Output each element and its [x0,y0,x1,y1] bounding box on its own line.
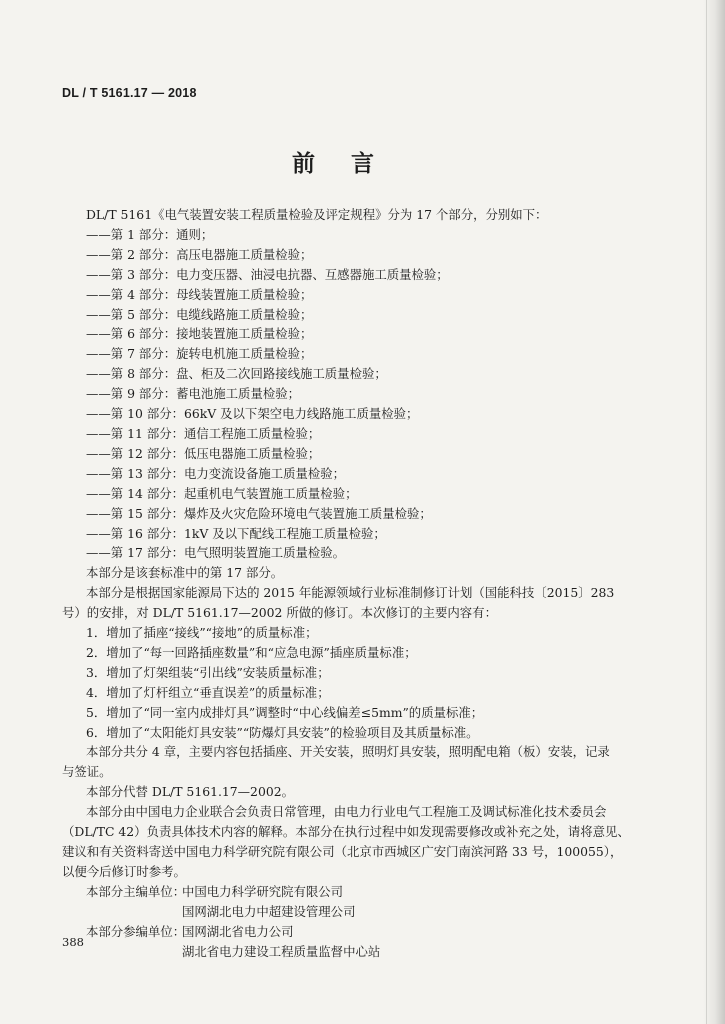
management-paragraph-line-4: 以便今后修订时参考。 [62,863,186,879]
page-edge-line [706,0,707,1024]
part-item: ——第 2 部分：高压电器施工质量检验； [86,246,313,262]
chapters-paragraph-line-2: 与签证。 [62,764,112,780]
participating-units-row [62,922,642,942]
management-paragraph-line-1: 本部分由中国电力企业联合会负责日常管理，由电力行业电气工程施工及调试标准化技术委员会 [86,804,607,820]
part-item: ——第 6 部分：接地装置施工质量检验； [86,326,313,342]
part-item: ——第 17 部分：电气照明装置施工质量检验。 [86,545,346,561]
part-item: ——第 1 部分：通则； [86,226,214,242]
revision-item: 6．增加了“太阳能灯具安装”“防爆灯具安装”的检验项目及其质量标准。 [86,724,479,740]
chief-unit-name: 中国电力科学研究院有限公司 [182,883,344,899]
page-number: 388 [62,935,84,949]
revision-item: 5．增加了“同一室内成排灯具”调整时“中心线偏差≤5mm”的质量标准； [86,704,484,720]
chief-units-label: 本部分主编单位： [86,883,186,899]
revision-item: 4．增加了灯杆组立“垂直误差”的质量标准； [86,684,330,700]
body-text [62,205,642,961]
part-item: ——第 4 部分：母线装置施工质量检验； [86,286,313,302]
participating-unit-name: 湖北省电力建设工程质量监督中心站 [182,943,381,959]
participating-units-label: 本部分参编单位： [86,923,186,939]
part-item: ——第 16 部分：1kV 及以下配线工程施工质量检验； [86,525,386,541]
basis-paragraph-line-1: 本部分是根据国家能源局下达的 2015 年能源领域行业标准制修订计划（国能科技〔2015〕283 [86,585,615,601]
part-item: ——第 10 部分：66kV 及以下架空电力线路施工质量检验； [86,406,419,422]
parts-list [62,225,642,563]
part-item: ——第 9 部分：蓄电池施工质量检验； [86,386,301,402]
part-item: ——第 13 部分：电力变流设备施工质量检验； [86,465,346,481]
revision-item: 2．增加了“每一回路插座数量”和“应急电源”插座质量标准； [86,644,417,660]
intro-paragraph: DL/T 5161《电气装置安装工程质量检验及评定规程》分为 17 个部分，分别如下： [86,207,548,222]
part-item: ——第 11 部分：通信工程施工质量检验； [86,425,321,441]
part-item: ——第 12 部分：低压电器施工质量检验； [86,445,321,461]
chapters-paragraph-line-1: 本部分共分 4 章，主要内容包括插座、开关安装，照明灯具安装，照明配电箱（板）安装，记录 [86,744,610,760]
participating-unit-name: 国网湖北省电力公司 [182,923,294,939]
chief-unit-name: 国网湖北电力中超建设管理公司 [182,903,356,919]
part-item: ——第 8 部分：盘、柜及二次回路接线施工质量检验； [86,366,387,382]
part-item: ——第 7 部分：旋转电机施工质量检验； [86,346,313,362]
revision-item: 1．增加了插座“接线”“接地”的质量标准； [86,625,318,641]
management-paragraph-line-2: （DL/TC 42）负责具体技术内容的解释。本部分在执行过程中如发现需要修改或补充之处，请将意见、 [62,824,630,840]
part-note-paragraph: 本部分是该套标准中的第 17 部分。 [86,565,284,581]
revision-item: 3．增加了灯架组装“引出线”安装质量标准； [86,664,330,680]
revisions-list [62,623,642,742]
part-item: ——第 5 部分：电缆线路施工质量检验； [86,306,313,322]
part-item: ——第 15 部分：爆炸及火灾危险环境电气装置施工质量检验； [86,505,432,521]
replaces-paragraph: 本部分代替 DL/T 5161.17—2002。 [86,784,294,800]
basis-paragraph-line-2: 号）的安排，对 DL/T 5161.17—2002 所做的修订。本次修订的主要内容有： [62,605,497,621]
part-item: ——第 14 部分：起重机电气装置施工质量检验； [86,485,358,501]
chief-units-row [62,882,642,902]
standard-code-header: DL / T 5161.17 — 2018 [62,86,197,100]
management-paragraph-line-3: 建议和有关资料寄送中国电力科学研究院有限公司（北京市西城区广安门南滨河路 33 号，100055）， [62,844,623,859]
page-title: 前 言 [291,150,388,177]
part-item: ——第 3 部分：电力变压器、油浸电抗器、互感器施工质量检验； [86,266,449,282]
